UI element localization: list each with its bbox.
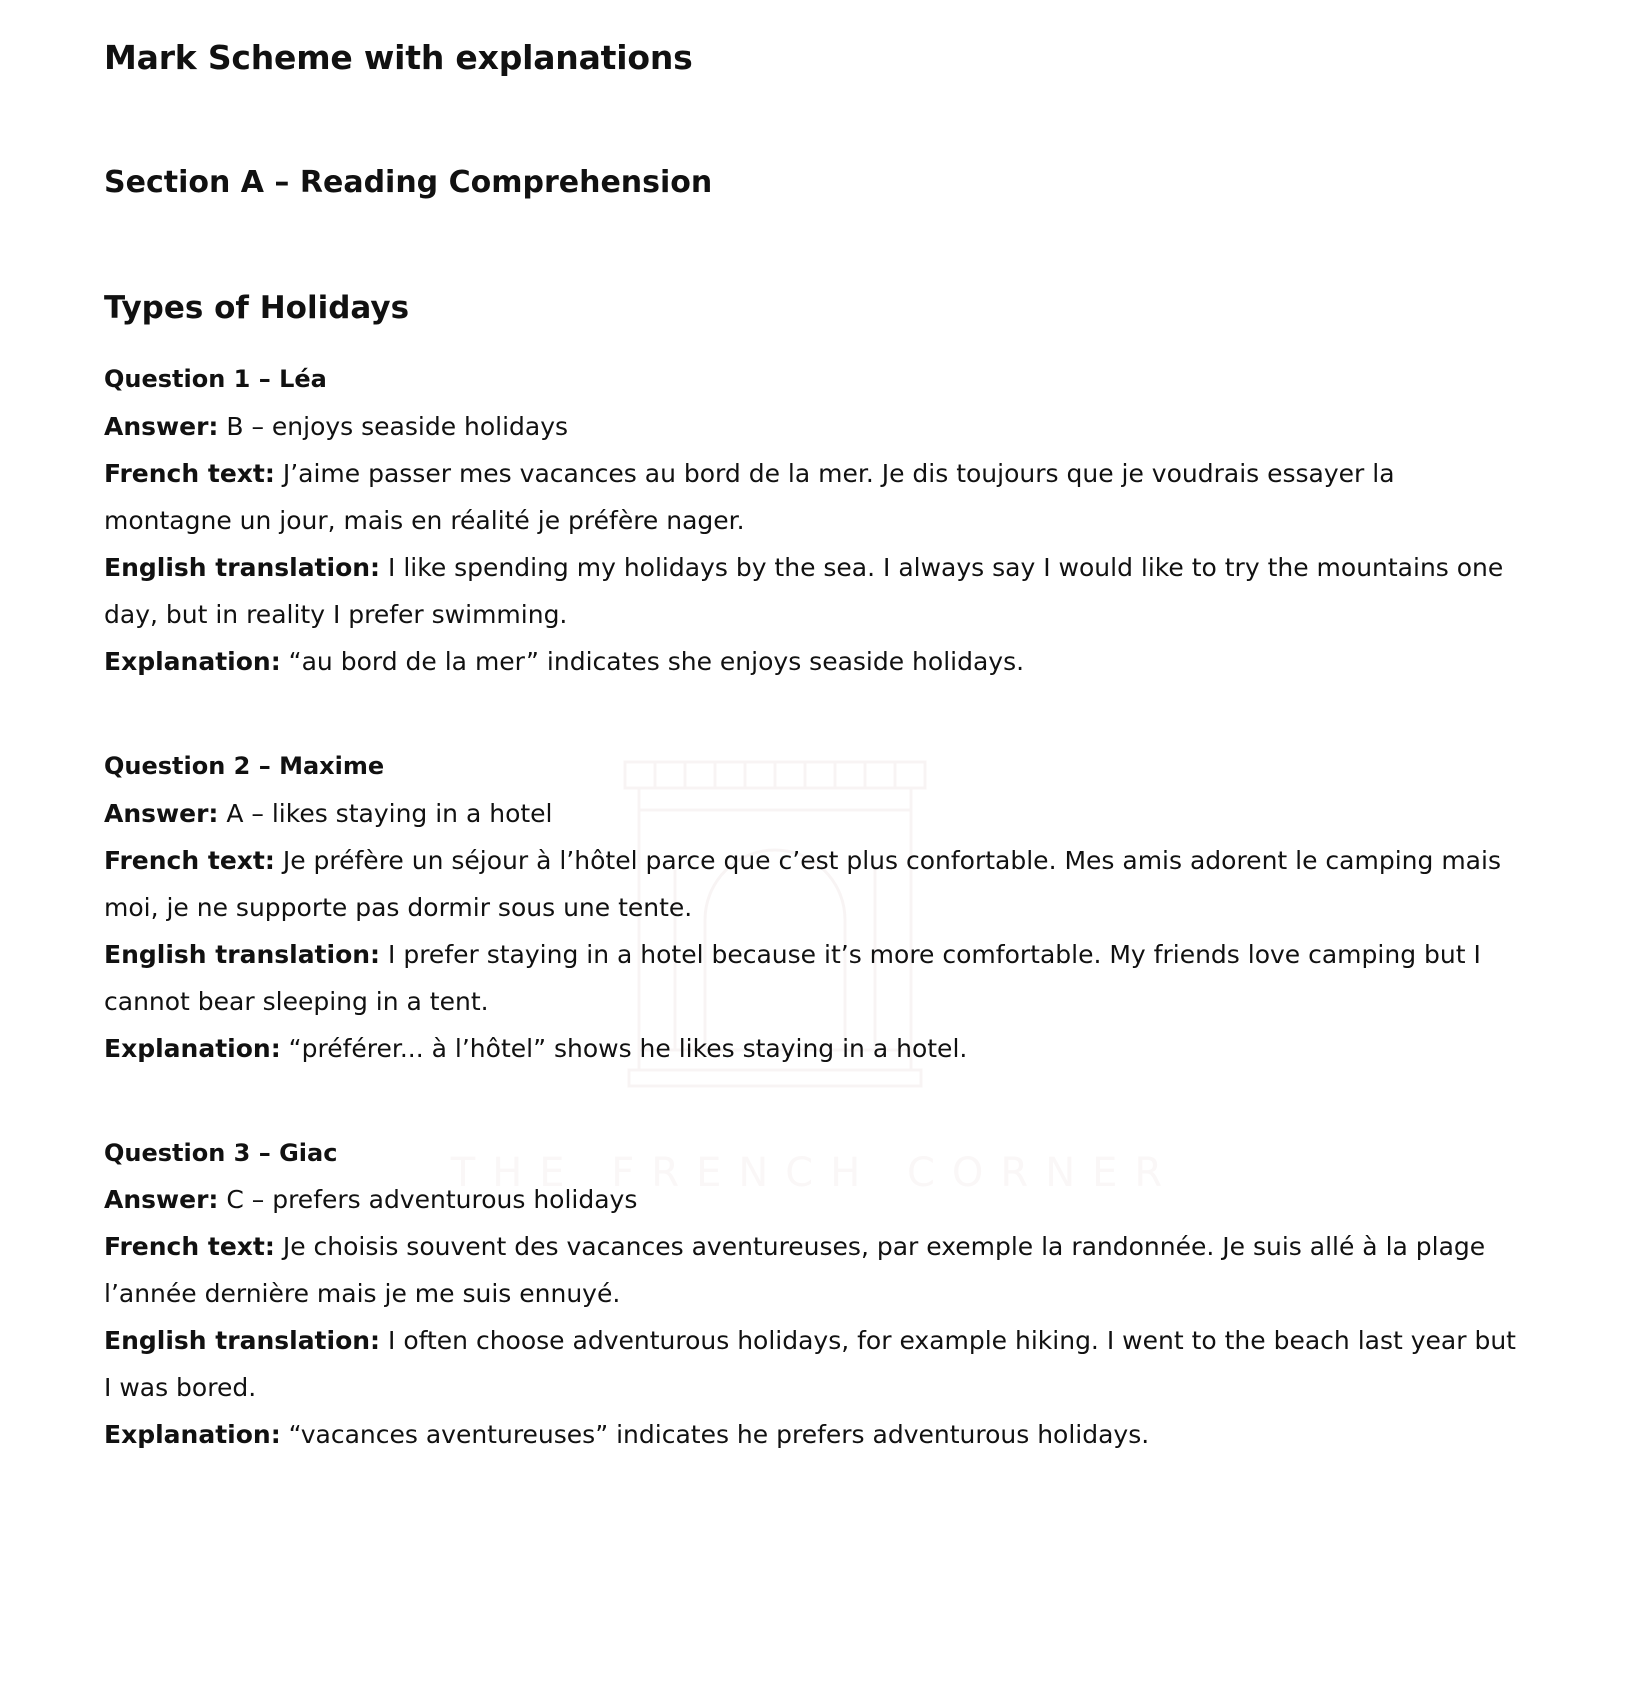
french-text-label: French text: bbox=[104, 845, 275, 875]
english-translation-value: I like spending my holidays by the sea. I always say I would like to try the mountains one day, but in reality I prefer swimming. bbox=[104, 552, 1504, 629]
explanation-line bbox=[104, 1411, 1524, 1458]
answer-line bbox=[104, 1176, 1524, 1223]
question-block bbox=[104, 356, 1530, 685]
french-text-value: Je choisis souvent des vacances aventureuses, par exemple la randonnée. Je suis allé à la plage l’année dernière mais je me suis ennuyé. bbox=[104, 1232, 1486, 1309]
explanation-value: “préférer... à l’hôtel” shows he likes staying in a hotel. bbox=[288, 1033, 968, 1063]
question-heading: Question 3 – Giac bbox=[104, 1138, 338, 1167]
watermark-text: THE FRENCH CORNER bbox=[450, 1150, 1180, 1196]
explanation-label: Explanation: bbox=[104, 646, 281, 676]
explanation-label: Explanation: bbox=[104, 1420, 281, 1450]
english-translation-line bbox=[104, 931, 1524, 1025]
question-heading: Question 2 – Maxime bbox=[104, 751, 385, 780]
question-block bbox=[104, 1130, 1530, 1459]
answer-line bbox=[104, 403, 1524, 450]
answer-label: Answer: bbox=[104, 798, 219, 828]
document-content bbox=[104, 38, 1530, 1458]
french-text-value: J’aime passer mes vacances au bord de la mer. Je dis toujours que je voudrais essayer la montagne un jour, mais en réalité je préfère nager. bbox=[104, 458, 1395, 535]
english-translation-label: English translation: bbox=[104, 552, 381, 582]
answer-label: Answer: bbox=[104, 411, 219, 441]
explanation-line bbox=[104, 1025, 1524, 1072]
english-translation-value: I prefer staying in a hotel because it’s more comfortable. My friends love camping but I cannot bear sleeping in a tent. bbox=[104, 939, 1481, 1016]
answer-label: Answer: bbox=[104, 1185, 219, 1215]
explanation-line bbox=[104, 638, 1524, 685]
french-text-line bbox=[104, 1223, 1524, 1317]
topic-heading: Types of Holidays bbox=[104, 290, 410, 326]
english-translation-label: English translation: bbox=[104, 939, 381, 969]
french-text-line bbox=[104, 837, 1524, 931]
answer-value: A – likes staying in a hotel bbox=[226, 798, 553, 828]
page-title: Mark Scheme with explanations bbox=[104, 38, 693, 77]
english-translation-value: I often choose adventurous holidays, for example hiking. I went to the beach last year but I was bored. bbox=[104, 1326, 1516, 1403]
french-text-line bbox=[104, 450, 1524, 544]
answer-line bbox=[104, 790, 1524, 837]
answer-value: C – prefers adventurous holidays bbox=[226, 1185, 638, 1215]
explanation-value: “au bord de la mer” indicates she enjoys seaside holidays. bbox=[288, 646, 1025, 676]
french-text-label: French text: bbox=[104, 1232, 275, 1262]
english-translation-label: English translation: bbox=[104, 1326, 381, 1356]
question-heading: Question 1 – Léa bbox=[104, 365, 327, 393]
french-text-value: Je préfère un séjour à l’hôtel parce que c’est plus confortable. Mes amis adorent le camping mais moi, je ne supporte pas dormir sous une tente. bbox=[104, 845, 1501, 922]
explanation-value: “vacances aventureuses” indicates he prefers adventurous holidays. bbox=[288, 1420, 1150, 1450]
french-text-label: French text: bbox=[104, 458, 275, 488]
section-heading: Section A – Reading Comprehension bbox=[104, 165, 713, 200]
explanation-label: Explanation: bbox=[104, 1033, 281, 1063]
english-translation-line bbox=[104, 1317, 1524, 1411]
english-translation-line bbox=[104, 544, 1524, 638]
answer-value: B – enjoys seaside holidays bbox=[226, 411, 569, 441]
question-block bbox=[104, 743, 1530, 1072]
